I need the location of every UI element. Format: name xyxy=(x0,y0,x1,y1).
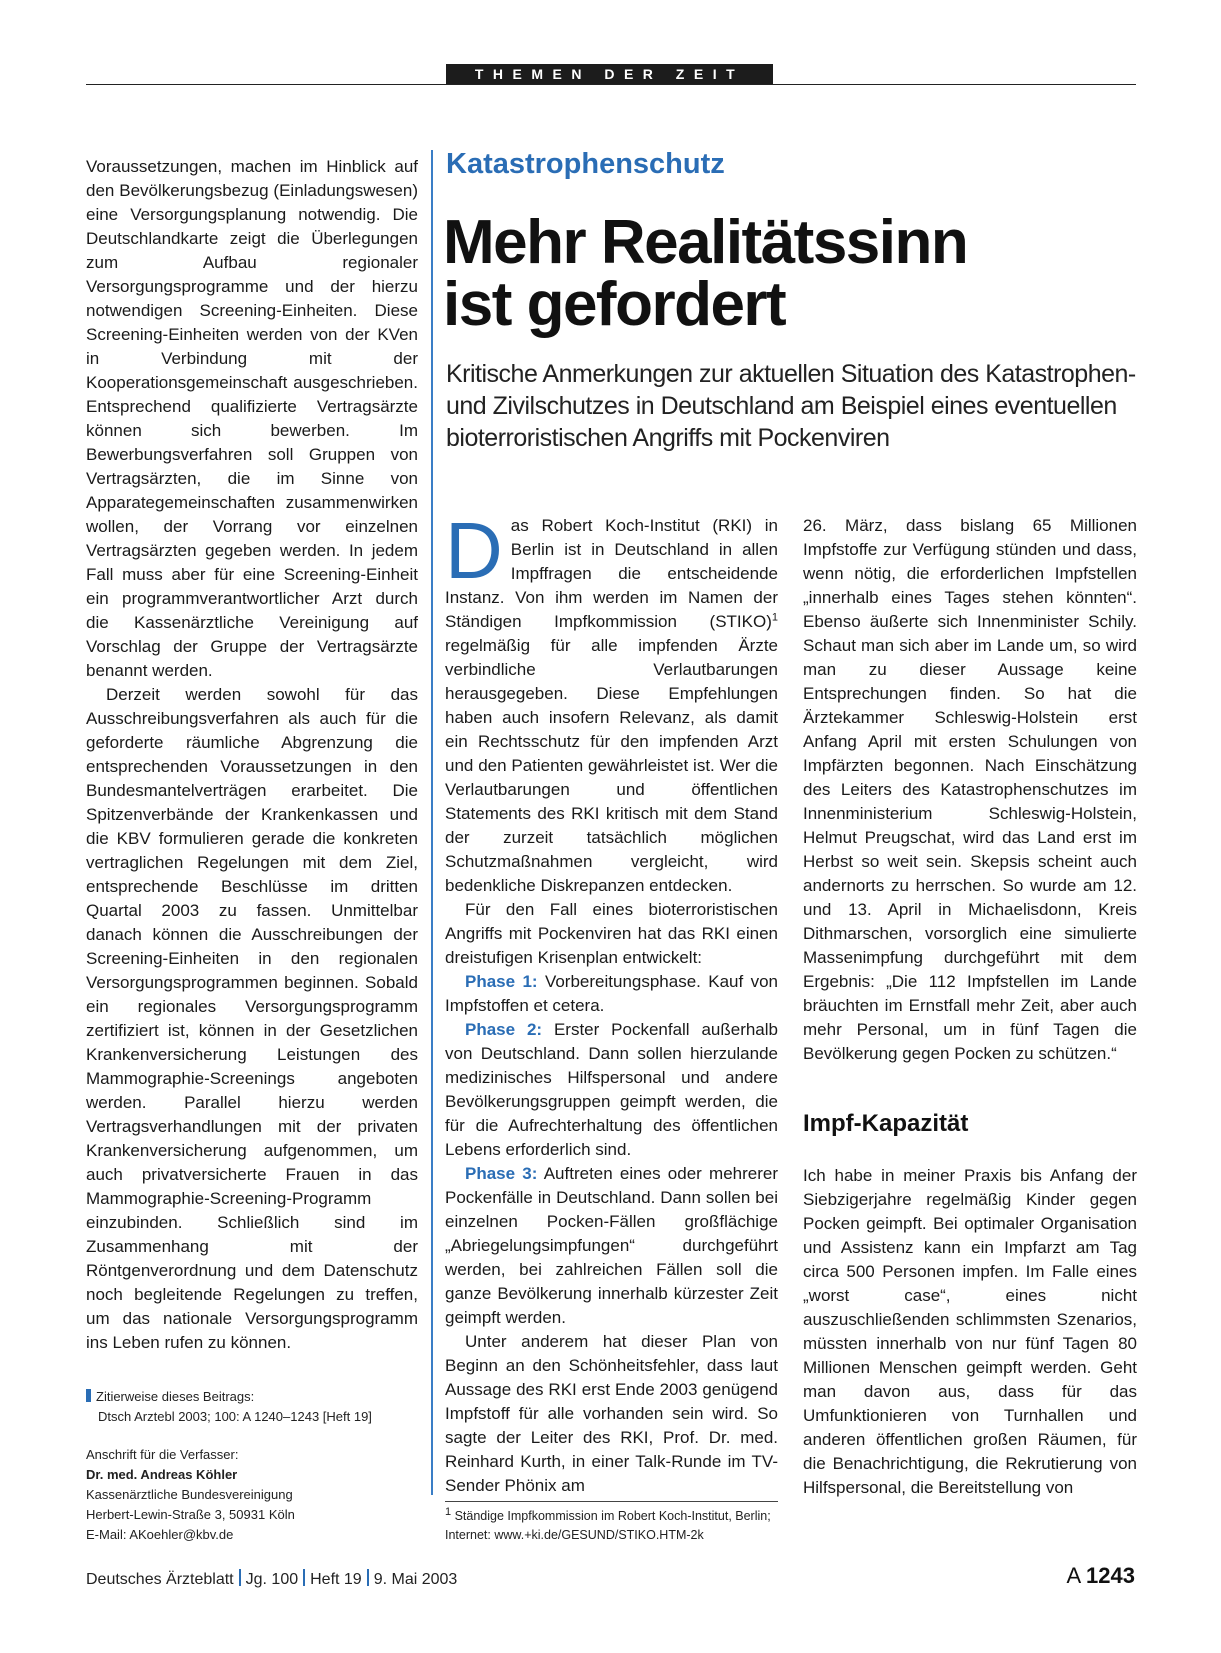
footer-date: 9. Mai 2003 xyxy=(373,1571,458,1588)
column-divider xyxy=(431,150,433,1495)
subheading: Impf-Kapazität xyxy=(803,1110,969,1137)
left-column xyxy=(86,155,418,1355)
right-column xyxy=(803,514,1137,1500)
middle-paragraph-3: Unter anderem hat dieser Plan von Beginn an den Schönheitsfehler, dass laut Aussage des RKI erst Ende 2003 genügend Impfstoff für alle vorhanden sein wird. So sagte der Leiter des RKI, Prof. Dr. med. Reinhard Kurth, in einer Talk-Runde im TV-Sender Phönix am xyxy=(445,1332,778,1495)
middle-column xyxy=(445,506,778,1498)
address-label: Anschrift für die Verfasser: xyxy=(86,1447,239,1462)
footnote: $^1$ Ständige Impfkommission im Robert Koch-Institut, Berlin; Internet: www.+ki.de/GESUND/STIKO.HTM-2k xyxy=(445,1505,771,1542)
citation-marker-icon xyxy=(86,1389,91,1402)
left-paragraph-1: Voraussetzungen, machen im Hinblick auf den Bevölkerungsbezug (Einladungswesen) eine Versorgungsplanung notwendig. Die Deutschlandkarte zeigt die Überlegungen zum Aufbau regionaler Versorgungsprogramme und der hierzu notwendigen Screening-Einheiten. Diese Screening-Einheiten werden von der KVen in Verbindung mit der Kooperationsgemeinschaft ausgeschrieben. Entsprechend qualifizierte Vertragsärzte können sich bewerben. Im Bewerbungsverfahren soll Gruppen von Vertragsärzten, die im Sinne von Apparategemeinschaften zusammenwirken wollen, der Vorrang vor einzelnen Vertragsärzten gegeben werden. In jedem Fall muss aber für eine Screening-Einheit ein programmverantwortlicher Arzt durch die Kassenärztliche Vereinigung auf Vorschlag der Gruppe der Vertragsärzte benannt werden. xyxy=(86,157,418,680)
footer-separator xyxy=(239,1569,241,1586)
headline xyxy=(443,208,1143,339)
author-email: E-Mail: AKoehler@kbv.de xyxy=(86,1527,234,1542)
footer-issue: Heft 19 xyxy=(310,1571,362,1588)
citation-label: Zitierweise dieses Beitrags: xyxy=(96,1389,255,1404)
right-paragraph-2: Ich habe in meiner Praxis bis Anfang der Siebzigerjahre regelmäßig Kinder gegen Pocken geimpft. Bei optimaler Organisation und Assistenz kann ein Impfarzt am Tag circa 500 Personen impfen. Im Falle eines „worst case“, eines nicht auszuschließenden schlimmsten Szenarios, müssten innerhalb von nur fünf Tagen 80 Millionen Menschen geimpft werden. Geht man davon aus, dass für das Umfunktionieren von Turnhallen und anderen öffentlichen großen Räumen, für die Benachrichtigung, die Rekrutierung von Hilfspersonal, die Bereitstellung von xyxy=(803,1166,1137,1497)
footer-separator xyxy=(367,1569,369,1586)
middle-paragraph-2: Für den Fall eines bioterroristischen Angriffs mit Pockenviren hat das RKI einen dreistufigen Krisenplan entwickelt: xyxy=(445,900,778,967)
phase-3: Phase 3: Auftreten eines oder mehrerer Pockenfälle in Deutschland. Dann sollen bei einzelnen Pocken-Fällen großflächige „Abriegelungsimpfungen“ durchgeführt werden, bei zahlreichen Fällen soll die ganze Bevölkerung innerhalb kürzester Zeit geimpft werden. xyxy=(445,1164,778,1327)
drop-cap: D xyxy=(445,506,503,595)
middle-paragraph-1: Das Robert Koch-Institut (RKI) in Berlin ist in Deutschland in allen Impffragen die entscheidende Instanz. Von ihm werden im Namen der Ständigen Impfkommission (STIKO)$^1$ regelmäßig für alle impfenden Ärzte verbindliche Verlautbarungen herausgegeben. Diese Empfehlungen haben auch insofern Relevanz, als damit ein Rechtsschutz für den impfenden Arzt und den Patienten gewährleistet ist. Wer die Verlautbarungen und öffentlichen Statements des RKI kritisch mit dem Stand der zurzeit tatsächlich möglichen Schutzmaßnahmen vergleicht, wird bedenkliche Diskrepanzen entdecken. xyxy=(445,506,778,895)
footnote-rule xyxy=(445,1501,778,1502)
citation-reference: Dtsch Arztebl 2003; 100: A 1240–1243 [Heft 19] xyxy=(98,1409,372,1424)
section-label: THEMEN DER ZEIT xyxy=(446,64,773,85)
footnote-number: 1 xyxy=(445,1505,452,1518)
footnote-ref: 1 xyxy=(771,611,778,624)
author-address xyxy=(86,1445,416,1545)
phase-2: Phase 2: Erster Pockenfall außerhalb von Deutschland. Dann sollen hierzulande medizinisches Hilfspersonal und andere Bevölkerungsgruppen geimpft werden, die für die Aufrechterhaltung des öffentlichen Lebens erforderlich sind. xyxy=(445,1020,778,1159)
footer-journal-info xyxy=(86,1569,457,1589)
phase-1: Phase 1: Vorbereitungsphase. Kauf von Impfstoffen et cetera. xyxy=(445,972,778,1015)
phase-2-label: Phase 2: xyxy=(465,1020,543,1039)
citation-block xyxy=(86,1387,416,1427)
page-number: A 1243 xyxy=(1066,1563,1135,1588)
headline-line-1: Mehr Realitätssinn xyxy=(443,208,968,277)
author-street: Herbert-Lewin-Straße 3, 50931 Köln xyxy=(86,1507,295,1522)
subtitle: Kritische Anmerkungen zur aktuellen Situation des Katastrophen- und Zivilschutzes in Deutschland am Beispiel eines eventuellen bioterroristischen Angriffs mit Pockenviren xyxy=(446,360,1136,452)
left-paragraph-2: Derzeit werden sowohl für das Ausschreibungsverfahren als auch für die geforderte räumliche Abgrenzung die entsprechenden Voraussetzungen in den Bundesmantelverträgen erarbeitet. Die Spitzenverbände der Krankenkassen und die KBV formulieren gerade die konkreten vertraglichen Regelungen mit dem Ziel, entsprechende Beschlüsse im dritten Quartal 2003 zu fassen. Unmittelbar danach können die Ausschreibungen der Screening-Einheiten in den regionalen Versorgungsprogrammen beginnen. Sobald ein regionales Versorgungsprogramm zertifiziert ist, können in der Gesetzlichen Krankenversicherung Leistungen des Mammographie-Screenings angeboten werden. Parallel hierzu werden Vertragsverhandlungen mit der privaten Krankenversicherung aufgenommen, um auch privatversicherte Frauen in das Mammographie-Screening-Programm einzubinden. Schließlich sind im Zusammenhang mit der Röntgenverordnung und dem Datenschutz noch begleitende Regelungen zu treffen, um das nationale Versorgungsprogramm ins Leben rufen zu können. xyxy=(86,685,418,1352)
footer-journal: Deutsches Ärzteblatt xyxy=(86,1571,234,1588)
header-rule xyxy=(86,84,1136,85)
footer-volume: Jg. 100 xyxy=(245,1571,299,1588)
author-name: Dr. med. Andreas Köhler xyxy=(86,1467,238,1482)
footer-separator xyxy=(303,1569,305,1586)
phase-1-label: Phase 1: xyxy=(465,972,538,991)
kicker: Katastrophenschutz xyxy=(446,148,725,180)
author-organization: Kassenärztliche Bundesvereinigung xyxy=(86,1487,293,1502)
right-paragraph-1: 26. März, dass bislang 65 Millionen Impfstoffe zur Verfügung stünden und dass, wenn nötig, die erforderlichen Impfstellen „innerhalb eines Tages stehen könnten“. Ebenso äußerte sich Innenminister Schily. Schaut man sich aber im Lande um, so wird man zu dieser Aussage keine Entsprechungen finden. So hat die Ärztekammer Schleswig-Holstein erst Anfang April mit ersten Schulungen von Impfärzten begonnen. Nach Einschätzung des Leiters des Katastrophenschutzes im Innenministerium Schleswig-Holstein, Helmut Preugschat, wird das Land erst im Herbst so weit sein. Skepsis scheint auch andernorts zu herrschen. So wurde am 12. und 13. April in Michaelisdonn, Kreis Dithmarschen, vorsorglich eine simulierte Massenimpfung durchgeführt mit dem Ergebnis: „Die 112 Impfstellen im Lande bräuchten im Ernstfall mehr Zeit, aber auch mehr Personal, um in fünf Tagen die Bevölkerung gegen Pocken zu schützen.“ xyxy=(803,516,1137,1063)
phase-3-label: Phase 3: xyxy=(465,1164,538,1183)
headline-line-2: ist gefordert xyxy=(443,270,786,339)
